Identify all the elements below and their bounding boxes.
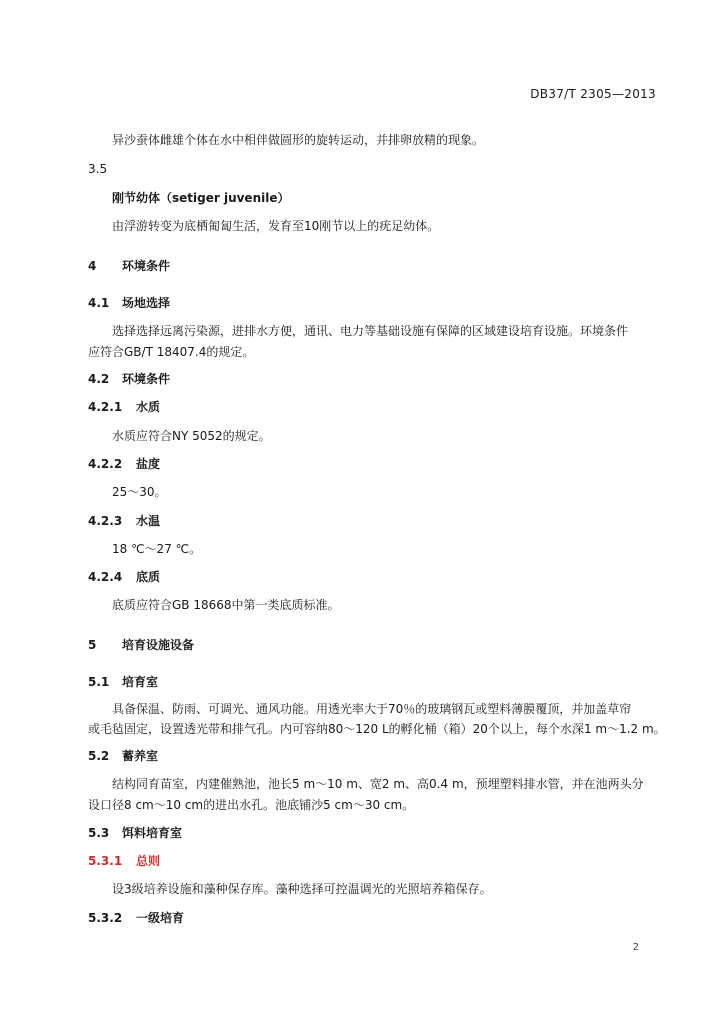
section-title: 饵料培育室	[122, 826, 183, 840]
paragraph: 18 ℃～27 ℃。	[112, 542, 202, 556]
subsection-heading	[88, 747, 158, 764]
section-number: 5.3.2	[88, 911, 123, 925]
subsection-heading	[88, 824, 182, 841]
subsection-heading-highlighted	[88, 852, 160, 869]
section-number: 4.2	[88, 372, 110, 386]
subsection-heading	[88, 294, 170, 311]
clause-number: 3.5	[88, 162, 108, 176]
section-title: 盐度	[136, 457, 161, 471]
section-number: 4.2.2	[88, 457, 123, 471]
subsection-heading	[88, 398, 160, 415]
section-title: 培育室	[122, 675, 159, 689]
paragraph: 结构同育苗室，内建催熟池，池长5 m～10 m、宽2 m、高0.4 m，预埋塑料排水管，并在池两头分	[112, 777, 644, 791]
section-title: 环境条件	[122, 259, 171, 273]
page-number: 2	[632, 942, 639, 953]
section-title: 一级培育	[136, 911, 185, 925]
subsection-heading	[88, 673, 158, 690]
paragraph: 25～30。	[112, 485, 167, 499]
paragraph: 底质应符合GB 18668中第一类底质标准。	[112, 598, 340, 612]
paragraph: 设口径8 cm～10 cm的进出水孔。池底铺沙5 cm～30 cm。	[88, 798, 415, 812]
section-title: 环境条件	[122, 372, 171, 386]
section-number: 4	[88, 259, 97, 273]
paragraph: 应符合GB/T 18407.4的规定。	[88, 345, 255, 359]
section-number: 5.3	[88, 826, 110, 840]
standard-code: DB37/T 2305—2013	[530, 87, 656, 101]
paragraph: 设3级培养设施和藻种保存库。藻种选择可控温调光的光照培养箱保存。	[112, 882, 492, 896]
paragraph: 或毛毡固定，设置透光带和排气孔。内可容纳80～120 L的孵化桶（箱）20个以上，每个水深1 m～1.2 m。	[88, 722, 666, 736]
paragraph: 选择选择远离污染源，进排水方便，通讯、电力等基础设施有保障的区域建设培育设施。环境条件	[112, 324, 629, 338]
paragraph: 由浮游转变为底栖匍匐生活，发育至10刚节以上的疣足幼体。	[112, 219, 440, 233]
section-title: 水温	[136, 514, 161, 528]
section-title: 蓄养室	[122, 749, 159, 763]
section-title: 底质	[136, 570, 161, 584]
paragraph: 水质应符合NY 5052的规定。	[112, 429, 271, 443]
subsection-heading	[88, 909, 184, 926]
section-title: 水质	[136, 400, 161, 414]
subsection-heading	[88, 512, 160, 529]
section-title: 场地选择	[122, 296, 171, 310]
subsection-heading	[88, 370, 170, 387]
section-heading	[88, 636, 194, 653]
term-title: 刚节幼体（setiger juvenile）	[112, 191, 290, 205]
paragraph: 具备保温、防雨、可调光、通风功能。用透光率大于70％的玻璃钢瓦或塑料薄膜覆顶，并加盖草帘	[112, 702, 632, 716]
section-number: 5.1	[88, 675, 110, 689]
section-heading	[88, 257, 170, 274]
section-number: 5.3.1	[88, 854, 123, 868]
section-number: 4.2.3	[88, 514, 123, 528]
section-number: 5.2	[88, 749, 110, 763]
section-title: 总则	[136, 854, 161, 868]
subsection-heading	[88, 455, 160, 472]
section-number: 4.2.4	[88, 570, 123, 584]
section-title: 培育设施设备	[122, 638, 195, 652]
subsection-heading	[88, 568, 160, 585]
paragraph: 异沙蚕体雌雄个体在水中相伴做圆形的旋转运动，并排卵放精的现象。	[112, 133, 485, 147]
section-number: 4.2.1	[88, 400, 123, 414]
section-number: 4.1	[88, 296, 110, 310]
section-number: 5	[88, 638, 97, 652]
